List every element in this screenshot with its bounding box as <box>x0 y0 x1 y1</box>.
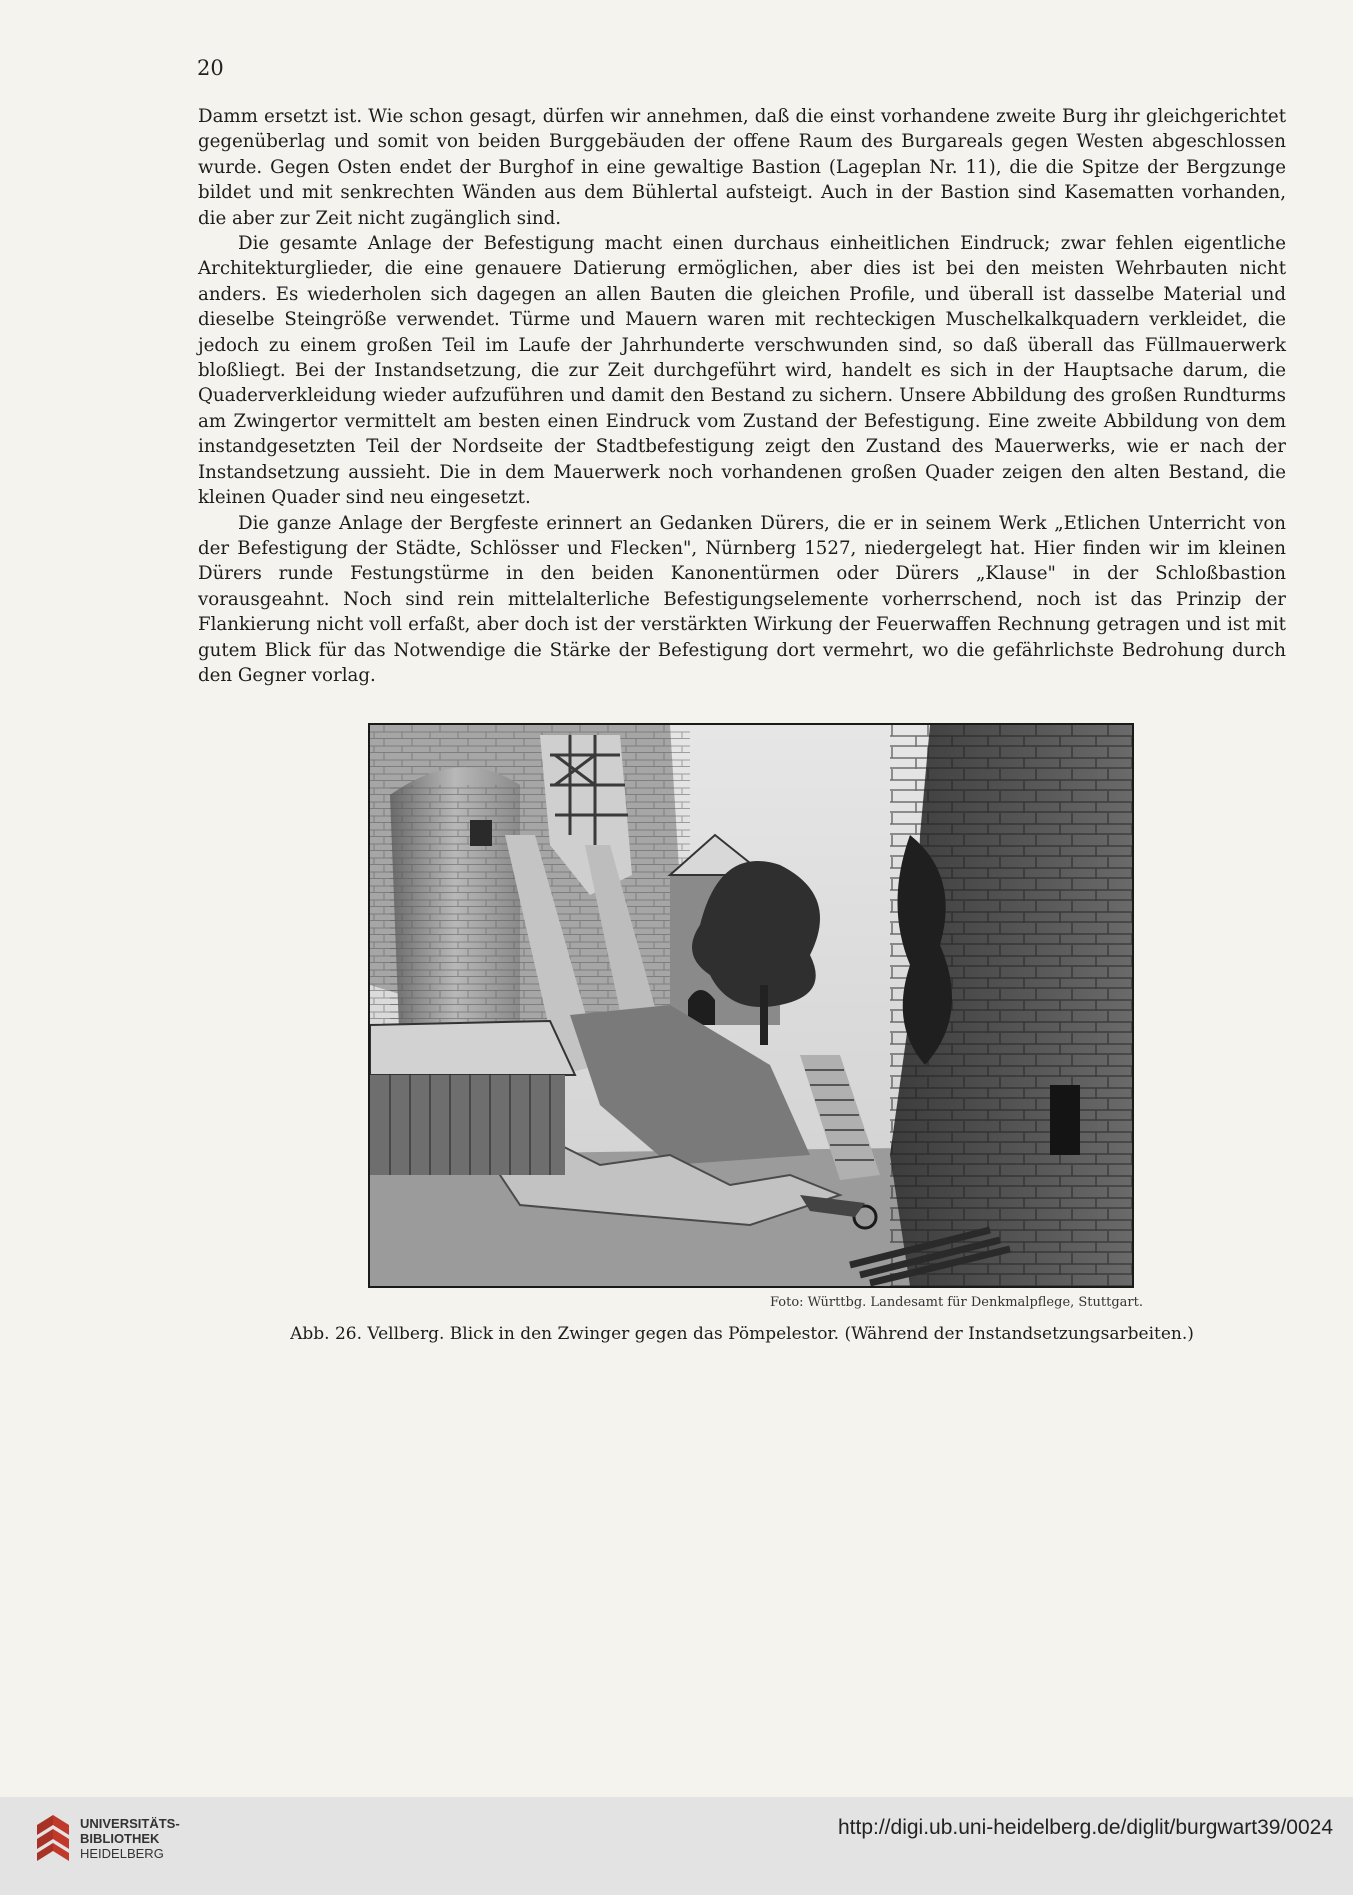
photo-illustration <box>370 725 1132 1286</box>
round-tower-texture <box>390 785 520 1055</box>
logo-line-2: BIBLIOTHEK <box>80 1831 160 1846</box>
footer-bar <box>0 1797 1353 1895</box>
wooden-shed-roof <box>370 1021 575 1075</box>
university-logo-icon <box>35 1813 71 1863</box>
logo-line-3: HEIDELBERG <box>80 1846 164 1861</box>
wooden-shed <box>370 1075 565 1175</box>
paragraph-2: Die gesamte Anlage der Befestigung macht einen durchaus einheitlichen Eindruck; zwar fehlen eigentliche Architekturglieder, die eine genauere Datierung ermöglichen, aber dies ist bei den meisten Wehrbauten nicht anders. Es wiederholen sich dagegen an allen Bauten die gleichen Profile, und überall ist dasselbe Material und dieselbe Steingröße verwendet. Türme und Mauern waren mit rechteckigen Muschelkalkquadern verkleidet, die jedoch zu einem großen Teil im Laufe der Jahrhunderte verschwunden sind, so daß überall das Füllmauerwerk bloßliegt. Bei der Instandsetzung, die zur Zeit durchgeführt wird, handelt es sich in der Hauptsache darum, die Quaderverkleidung wieder aufzuführen und damit den Bestand zu sichern. Unsere Abbildung des großen Rundturms am Zwingertor vermittelt am besten einen Eindruck vom Zustand der Befestigung. Eine zweite Abbildung von dem instandgesetzten Teil der Nordseite der Stadtbefestigung zeigt den Zustand des Mauerwerks, wie er nach der Instandsetzung aussieht. Die in dem Mauerwerk noch vorhandenen großen Quader zeigen den alten Bestand, die kleinen Quader sind neu eingesetzt. <box>198 233 1286 509</box>
body-text <box>198 104 1286 688</box>
photo-credit: Foto: Württbg. Landesamt für Denkmalpflege, Stuttgart. <box>769 1295 1143 1310</box>
tree-trunk <box>760 985 768 1045</box>
tower-window <box>470 820 492 846</box>
page-number: 20 <box>197 56 224 80</box>
logo-line-1: UNIVERSITÄTS- <box>80 1816 180 1831</box>
university-library-name <box>80 1816 180 1861</box>
figure-caption: Abb. 26. Vellberg. Blick in den Zwinger gegen das Pömpelestor. (Während der Instandsetzungsarbeiten.) <box>290 1324 1194 1344</box>
paragraph-3: Die ganze Anlage der Bergfeste erinnert an Gedanken Dürers, die er in seinem Werk „Etlichen Unterricht von der Befestigung der Städte, Schlösser und Flecken", Nürnberg 1527, niedergelegt hat. Hier finden wir im kleinen Dürers runde Festungstürme in den beiden Kanonentürmen oder Dürers „Klause" in der Schloßbastion vorausgeahnt. Noch sind rein mittelalterliche Befestigungselemente vorherrschend, noch ist das Prinzip der Flankierung nicht voll erfaßt, aber doch ist der verstärkten Wirkung der Feuerwaffen Rechnung getragen und ist mit gutem Blick für das Notwendige die Stärke der Befestigung dort vermehrt, wo die gefährlichste Bedrohung durch den Gegner vorlag. <box>198 512 1286 686</box>
paragraph-1: Damm ersetzt ist. Wie schon gesagt, dürfen wir annehmen, daß die einst vorhandene zweite Burg ihr gleichgerichtet gegenüberlag und somit von beiden Burggebäuden der offene Raum des Burgareals gegen Westen abgeschlossen wurde. Gegen Osten endet der Burghof in eine gewaltige Bastion (Lageplan Nr. 11), die die Spitze der Bergzunge bildet und mit senkrechten Wänden aus dem Bühlertal aufsteigt. Auch in der Bastion sind Kasematten vorhanden, die aber zur Zeit nicht zugänglich sind. <box>198 106 1286 229</box>
wall-opening <box>1050 1085 1080 1155</box>
castle-photograph <box>368 723 1134 1288</box>
source-url-link[interactable]: http://digi.ub.uni-heidelberg.de/diglit/burgwart39/0024 <box>837 1816 1333 1839</box>
